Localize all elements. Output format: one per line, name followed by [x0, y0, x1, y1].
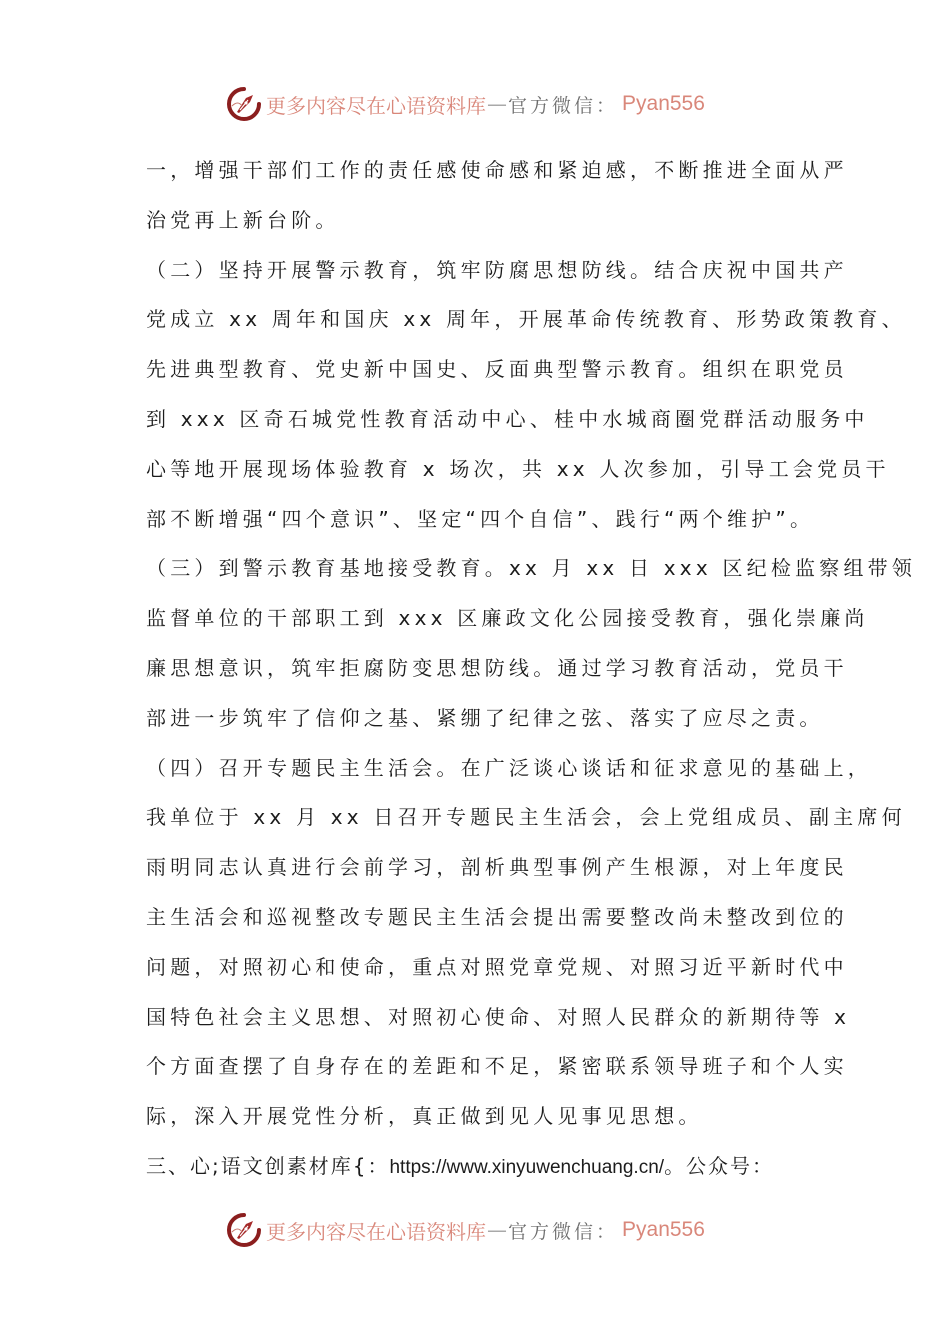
- text-line: （三）到警示教育基地接受教育。xx 月 xx 日 xxx 区纪检监察组带领: [146, 556, 917, 581]
- text-line: （四）召开专题民主生活会。在广泛谈心谈话和征求意见的基础上，: [146, 755, 872, 780]
- text-line: 党成立 xx 周年和国庆 xx 周年，开展革命传统教育、形势政策教育、: [146, 307, 906, 332]
- line-suffix: 。公众号：: [664, 1153, 775, 1178]
- pen-nib-circle-logo-icon: [226, 1212, 262, 1248]
- footer-watermark-banner: [226, 1210, 726, 1250]
- text-line-with-url: [146, 1142, 816, 1192]
- text-line: 一，增强干部们工作的责任感使命感和紧迫感，不断推进全面从严: [146, 158, 848, 182]
- banner-dash: —: [487, 1218, 507, 1242]
- line-prefix: 三、心;语文创素材库{：: [146, 1153, 390, 1178]
- text-line: 心等地开展现场体验教育 x 场次，共 xx 人次参加，引导工会党员干: [146, 456, 890, 481]
- text-line: 先进典型教育、党史新中国史、反面典型警示教育。组织在职党员: [146, 357, 848, 382]
- banner-wechat-label: 官方微信：: [508, 94, 619, 117]
- document-body: [146, 146, 917, 1192]
- text-line: 国特色社会主义思想、对照初心使命、对照人民群众的新期待等 x: [146, 1004, 851, 1029]
- text-line: 雨明同志认真进行会前学习，剖析典型事例产生根源，对上年度民: [146, 855, 848, 880]
- text-line: 部进一步筑牢了信仰之基、紧绷了纪律之弦、落实了应尽之责。: [146, 705, 824, 730]
- banner-dash: —: [487, 92, 507, 116]
- banner-wechat-id: Pyan556: [622, 92, 705, 115]
- website-link[interactable]: https://www.xinyuwenchuang.cn/: [389, 1156, 665, 1178]
- banner-main-text: 更多内容尽在心语资料库: [266, 1219, 486, 1244]
- pen-nib-circle-logo-icon: [226, 86, 262, 122]
- text-line: 部不断增强“四个意识”、坚定“四个自信”、践行“两个维护”。: [146, 506, 815, 531]
- text-line: 监督单位的干部职工到 xxx 区廉政文化公园接受教育，强化崇廉尚: [146, 606, 869, 631]
- text-line: 问题，对照初心和使命，重点对照党章党规、对照习近平新时代中: [146, 954, 848, 979]
- text-line: 个方面查摆了自身存在的差距和不足，紧密联系领导班子和个人实: [146, 1054, 848, 1079]
- banner-wechat-id: Pyan556: [622, 1218, 705, 1241]
- text-line: 我单位于 xx 月 xx 日召开专题民主生活会，会上党组成员、副主席何: [146, 805, 906, 830]
- text-line: （二）坚持开展警示教育，筑牢防腐思想防线。结合庆祝中国共产: [146, 257, 848, 282]
- text-line: 到 xxx 区奇石城党性教育活动中心、桂中水城商圈党群活动服务中: [146, 406, 869, 431]
- header-watermark-banner: [226, 84, 726, 124]
- text-line: 廉思想意识，筑牢拒腐防变思想防线。通过学习教育活动，党员干: [146, 655, 848, 680]
- banner-main-text: 更多内容尽在心语资料库: [266, 93, 486, 118]
- banner-wechat-label: 官方微信：: [508, 1220, 619, 1243]
- text-line: 主生活会和巡视整改专题民主生活会提出需要整改尚未整改到位的: [146, 904, 848, 929]
- text-line: 际，深入开展党性分析，真正做到见人见事见思想。: [146, 1104, 703, 1129]
- text-line: 治党再上新台阶。: [146, 207, 340, 232]
